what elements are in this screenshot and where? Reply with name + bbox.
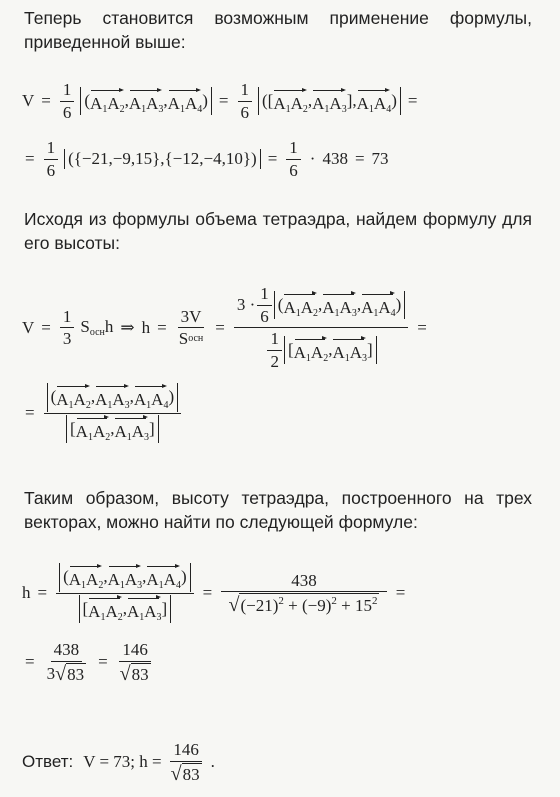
value-438: 438 <box>322 149 348 169</box>
var-v: V <box>22 91 35 111</box>
height-formula-line-2: = ( $A_1A_2$ , $A_1A_3$ , $A_1A_4$ ) [ $A_1A_2$ , $A_1A_3$ ] <box>22 383 183 443</box>
mixed-product-abs: ( $A_1A_2$ , $A_1A_3$ , $A_1A_4$ ) <box>80 87 212 115</box>
answer-values: V = 73; h = <box>83 752 162 772</box>
height-calc-line-1: h = ( $A_1A_2$ , $A_1A_3$ , $A_1A_4$ ) [ $A_1A_2$ , $A_1A_3$ ] = 438 √ $(-21)^2 + (-9)^2 + 15^2$ = <box>22 563 408 623</box>
cross-dot-abs: ([ $A_1A_2$ , $A_1A_3$ ], $A_1A_4$ ) <box>258 87 401 115</box>
paragraph-height: Исходя из формулы объема тетраэдра, найдем формулу для его высоты: <box>24 209 532 253</box>
big-fraction-1: 3 · $\frac{1}{6}$ ( $A_1A_2$ , $A_1A_3$ , $A_1A_4$ ) $\frac{1}{2}$ [ $A_1A_2$ , $A_1A_3$ ] <box>234 284 408 371</box>
volume-formula-line-2: = $\frac{1}{6}$ ( {−21,−9,15} , {−12,−4,10} ) = $\frac{1}{6}$ · 438 = 73 <box>25 138 389 180</box>
vector-1: {−21,−9,15} <box>73 149 161 169</box>
height-formula-line-1: V = $\frac{1}{3}$ $S_{осн}h$ ⇒ h = 3V S осн = 3 · $\frac{1}{6}$ ( $A_1A_2$ , $A_1A_3$ , $A_1A_4$ ) $\frac{1}{2}$ [ $A_1A_2$ , $A_1A_3$ ] = <box>22 284 427 371</box>
answer-radicand: 83 <box>182 764 200 784</box>
big-fraction-2: ( $A_1A_2$ , $A_1A_3$ , $A_1A_4$ ) [ $A_1A_2$ , $A_1A_3$ ] <box>44 383 182 443</box>
paragraph-conclusion: Таким образом, высоту тетраэдра, построенного на трех векторах, можно найти по следующей формуле: <box>24 488 532 532</box>
value-73: 73 <box>371 149 389 169</box>
volume-formula-line-1: V = $\frac{1}{6}$ ( $A_1A_2$ , $A_1A_3$ , $A_1A_4$ ) = $\frac{1}{6}$ ([ $A_1A_2$ , $A_1A_3$ ], $A_1A_4$ ) = <box>22 80 418 122</box>
fraction-438-over-root: 438 √ $(-21)^2 + (-9)^2 + 15^2$ <box>221 571 387 615</box>
answer-numerator: 146 <box>170 740 202 762</box>
height-calc-line-2: = 438 3 √ 83 = 146 √ 83 <box>22 640 156 684</box>
answer-line: Ответ: V = 73; h = 146 √ 83 . <box>22 740 215 786</box>
paragraph-intro: Теперь становится возможным применение формулы, приведенной выше: <box>24 8 532 52</box>
fraction-one-sixth: $\frac{1}{6}$ <box>60 80 75 122</box>
vector-2: {−12,−4,10} <box>164 149 252 169</box>
implies-arrow: ⇒ <box>120 317 135 337</box>
answer-label: Ответ: <box>22 752 74 772</box>
